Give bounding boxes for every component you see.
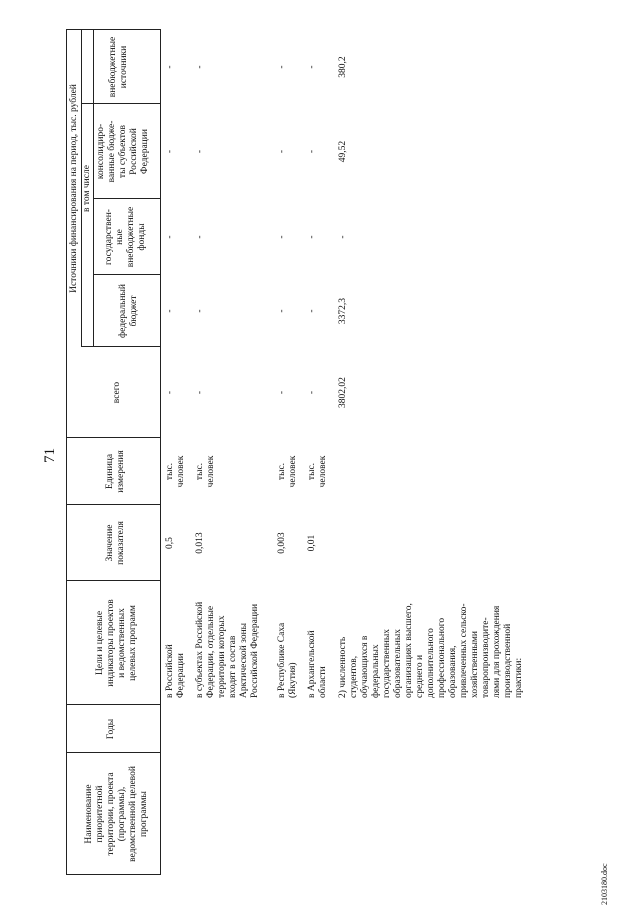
row-2-goal: в субъектах Российской Федерации, отдельные территории которых входят в состав Арктической зоны Российской Федерации — [195, 601, 260, 698]
page-number: 71 — [42, 448, 58, 463]
header-total: всего — [112, 381, 122, 404]
row-4-regional: - — [307, 149, 317, 154]
row-4-funds: - — [307, 235, 317, 239]
row-1-unit: тыс. человек — [165, 455, 186, 488]
row-2-unit: тыс. человек — [195, 455, 216, 488]
row-3-goal: в Республике Саха (Якутия) — [277, 622, 298, 698]
row-3-federal: - — [277, 309, 287, 313]
row-3-funds: - — [277, 235, 287, 239]
row-3-total: - — [277, 390, 287, 395]
row-1-total: - — [165, 390, 175, 395]
header-goals: Цели и целевые индикаторы проектов и ведомственных целевых программ — [95, 599, 138, 687]
row-1-extra: - — [165, 65, 175, 69]
header-sources-group: Источники финансирования на период, тыс. рублей — [69, 84, 79, 293]
header-federal: федеральный бюджет — [118, 284, 139, 338]
row-2-value: 0,013 — [195, 532, 205, 554]
row-3-extra: - — [277, 65, 287, 69]
row-5-total: 3802,02 — [338, 377, 348, 408]
row-1-value: 0,5 — [165, 537, 175, 549]
row-5-funds: - — [338, 235, 348, 239]
header-bottom-border — [160, 30, 161, 875]
row-4-federal: - — [307, 309, 317, 313]
header-value: Значение показателя — [105, 521, 126, 565]
row-2-extra: - — [195, 65, 205, 69]
table-top-border — [66, 30, 67, 875]
row-2-federal: - — [195, 309, 205, 313]
row-1-funds: - — [165, 235, 175, 239]
row-4-total: - — [307, 390, 317, 395]
header-offbudget-funds: государствен- ные внебюджетные фонды — [104, 206, 147, 268]
row-4-value: 0,01 — [307, 534, 317, 552]
row-1-federal: - — [165, 309, 175, 313]
row-3-regional: - — [277, 149, 287, 154]
row-2-total: - — [195, 390, 205, 395]
row-2-regional: - — [195, 149, 205, 154]
header-extrabudgetary: внебюджетные источники — [108, 36, 129, 98]
header-name: Наименование приоритетной территории, проекта (программы), ведомственной целевой программы — [84, 766, 149, 862]
row-5-federal: 3372,3 — [338, 297, 348, 325]
footer-doc-code: 2103180.doc — [600, 863, 609, 905]
incl-subheader-line — [93, 30, 94, 347]
row-3-value: 0,003 — [277, 532, 287, 554]
row-2-funds: - — [195, 235, 205, 239]
header-years: Годы — [106, 718, 116, 740]
header-unit: Единица измерения — [105, 450, 126, 493]
row-4-goal: в Архангельской области — [307, 630, 328, 698]
col-sep-1 — [66, 874, 161, 875]
header-regional: консолидиро- ванные бюдже- ты субъектов Российской Федерации — [96, 120, 150, 183]
row-3-unit: тыс. человек — [277, 455, 298, 488]
row-5-goal: 2) численность студентов, обучающихся в федеральных государственных образовательных организациях высшего, среднего и дополнительного профессионального образования, привлеченных сельско- хозяйственными товаропроизводите- лями для прохождения производственной практики: — [338, 603, 524, 698]
row-5-regional: 49,52 — [338, 140, 348, 163]
row-1-regional: - — [165, 149, 175, 154]
row-4-unit: тыс. человек — [307, 455, 328, 488]
row-5-extra: 380,2 — [338, 56, 348, 78]
row-1-goal: в Российской Федерации — [165, 644, 186, 698]
header-incl: в том числе — [82, 165, 92, 212]
row-4-extra: - — [307, 65, 317, 69]
